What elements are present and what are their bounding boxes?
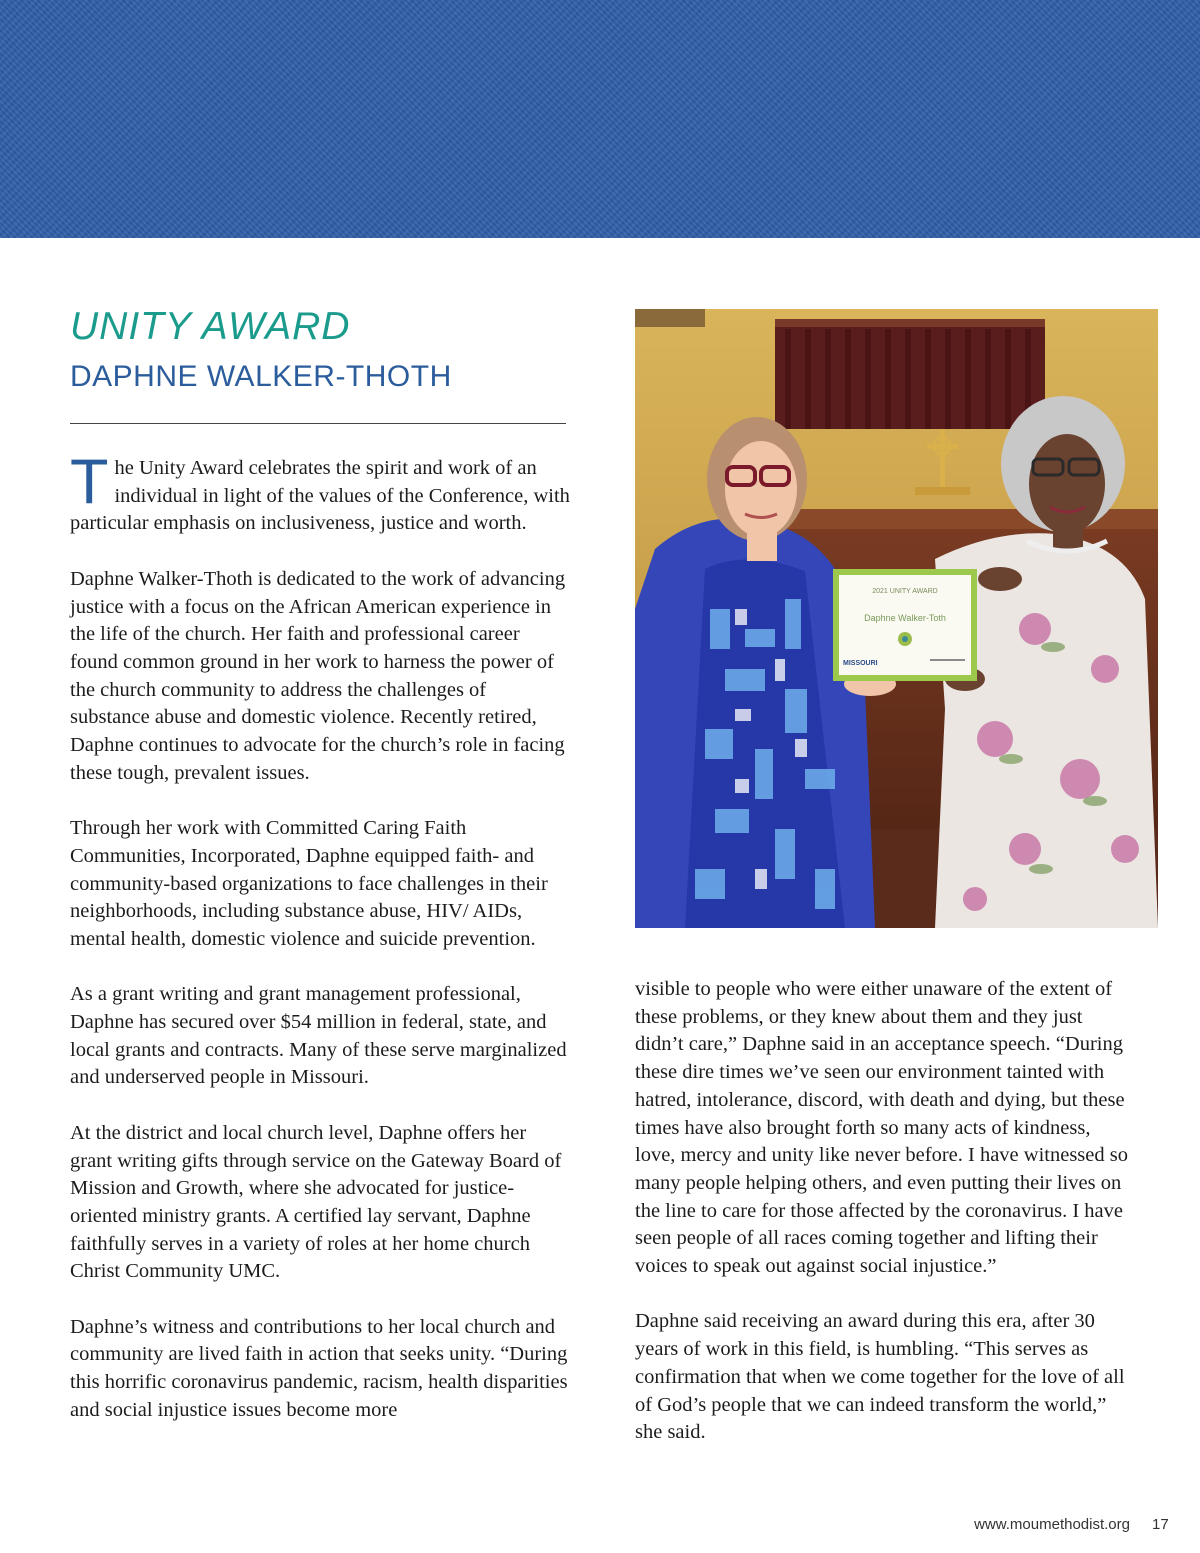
drop-cap: T [70, 447, 109, 517]
divider [70, 423, 566, 424]
paragraph: As a grant writing and grant management professional, Daphne has secured over $54 million in federal, state, and local grants and contracts. Many of these serve marginalized and underserved people in Missouri. [70, 983, 567, 1089]
paragraph: Daphne Walker-Thoth is dedicated to the work of advancing justice with a focus on the African American experience in the life of the church. Her faith and professional career found common ground in her work to harness the power of the church community to address the challenges of substance abuse and domestic violence. Recently retired, Daphne continues to advocate for the church’s role in facing these tough, prevalent issues. [70, 567, 566, 784]
award-title: UNITY AWARD [70, 305, 351, 348]
header-banner [0, 0, 1200, 238]
intro-text: he Unity Award celebrates the spirit and work of an individual in light of the values of the Conference, with particular emphasis on inclusiveness, justice and worth. [70, 457, 570, 535]
certificate-heading: 2021 UNITY AWARD [872, 588, 938, 595]
paragraph: visible to people who were either unaware of the extent of these problems, or they knew about them and they just didn’t care,” Daphne said in an acceptance speech. “During these dire times we’ve seen our environment tainted with hatred, intolerance, discord, with death and dying, but these times have also brought forth so many acts of kindness, love, mercy and unity like never before. I have witnessed so many people helping others, and even putting their lives on the line to care for those affected by the coronavirus. I have seen people of all races coming together and lifting their voices to speak out against social injustice.” [635, 978, 1128, 1278]
intro-paragraph [70, 447, 570, 538]
certificate-org: MISSOURI [843, 660, 878, 667]
paragraph: At the district and local church level, Daphne offers her grant writing gifts through service on the Gateway Board of Mission and Growth, where she advocated for justice-oriented ministry grants. A certified lay servant, Daphne faithfully serves in a variety of roles at her home church Christ Community UMC. [70, 1121, 562, 1283]
footer-url: www.moumethodist.org [974, 1516, 1130, 1533]
paragraph: Daphne said receiving an award during this era, after 30 years of work in this field, is humbling. “This serves as confirmation that when we come together for the love of all of God’s people that we can indeed transform the world,” she said. [635, 1310, 1125, 1444]
article-column-right [635, 976, 1135, 1475]
award-photo [635, 309, 1158, 928]
page-number: 17 [1152, 1516, 1169, 1533]
article-column-left [70, 447, 570, 1452]
paragraph: Through her work with Committed Caring Faith Communities, Incorporated, Daphne equipped faith- and community-based organizations to face challenges in their neighborhoods, including substance abuse, HIV/ AIDs, mental health, domestic violence and suicide prevention. [70, 817, 548, 950]
paragraph: Daphne’s witness and contributions to her local church and community are lived faith in action that seeks unity. “During this horrific coronavirus pandemic, racism, health disparities and social injustice issues become more [70, 1315, 568, 1421]
certificate-name: Daphne Walker-Toth [864, 613, 946, 623]
honoree-name: DAPHNE WALKER-THOTH [70, 360, 452, 393]
